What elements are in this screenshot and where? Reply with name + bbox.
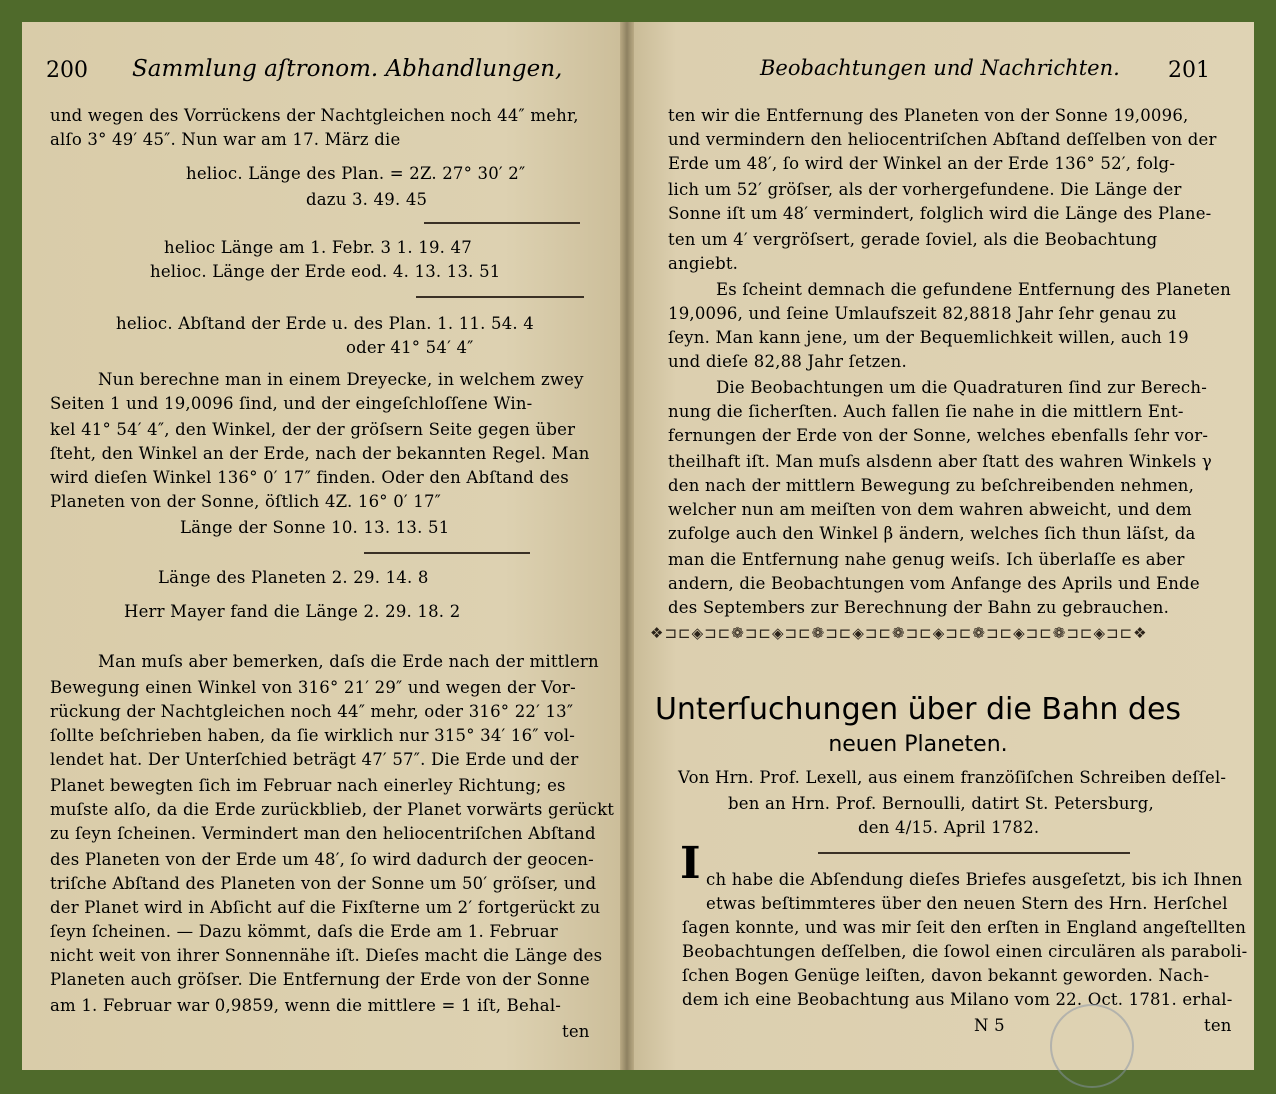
left-line: Planeten von der Sonne, öſtlich 4Z. 16° 0′ 17″: [50, 492, 442, 511]
body-line: dem ich eine Beobachtung aus Milano vom 22. Oct. 1781. erhal-: [682, 990, 1233, 1009]
left-table-row: Herr Mayer fand die Länge 2. 29. 18. 2: [124, 602, 461, 621]
right-line: des Septembers zur Berechnung der Bahn zu gebrauchen.: [668, 598, 1170, 617]
body-line: ſchen Bogen Genüge leiſten, davon bekannt geworden. Nach-: [682, 966, 1210, 985]
right-page-number: 201: [1168, 58, 1210, 83]
ornamental-divider: ❖⊐⊏◈⊐⊏❁⊐⊏◈⊐⊏❁⊐⊏◈⊐⊏❁⊐⊏◈⊐⊏❁⊐⊏◈⊐⊏❁⊐⊏◈⊐⊏❖: [650, 624, 1148, 642]
body-line: etwas beſtimmteres über den neuen Stern des Hrn. Herſchel: [706, 894, 1228, 913]
drop-cap: I: [680, 838, 701, 889]
article-subtitle: neuen Planeten.: [828, 732, 1008, 757]
left-table-row: helioc Länge am 1. Febr. 3 1. 19. 47: [164, 238, 472, 257]
article-title: Unterſuchungen über die Bahn des: [654, 692, 1182, 727]
left-line: triſche Abſtand des Planeten von der Sonne um 50′ gröſser, und: [50, 874, 597, 893]
right-line: fernungen der Erde von der Sonne, welches ebenfalls ſehr vor-: [668, 426, 1209, 445]
left-line: alſo 3° 49′ 45″. Nun war am 17. März die: [50, 130, 401, 149]
left-line: am 1. Februar war 0,9859, wenn die mittlere = 1 iſt, Behal-: [50, 996, 562, 1015]
left-table-row: helioc. Abſtand der Erde u. des Plan. 1. 11. 54. 4: [116, 314, 535, 333]
left-table-row: dazu 3. 49. 45: [306, 190, 428, 209]
left-line: wird dieſen Winkel 136° 0′ 17″ finden. Oder den Abſtand des: [50, 468, 569, 487]
left-line: kel 41° 54′ 4″, den Winkel, der der gröſsern Seite gegen über: [50, 420, 576, 439]
body-line: ſagen konnte, und was mir ſeit den erſten in England angeſtellten: [682, 918, 1247, 937]
byline-line: Von Hrn. Prof. Lexell, aus einem franzöſiſchen Schreiben deſſel-: [678, 768, 1227, 787]
sum-rule: [424, 222, 580, 224]
right-running-head: Beobachtungen und Nachrichten.: [760, 56, 1120, 80]
byline-line: ben an Hrn. Prof. Bernoulli, datirt St. Petersburg,: [728, 794, 1154, 813]
byline-date: den 4/15. April 1782.: [858, 818, 1040, 837]
left-line: des Planeten von der Erde um 48′, ſo wird dadurch der geocen-: [50, 850, 594, 869]
left-table-row: Länge des Planeten 2. 29. 14. 8: [158, 568, 429, 587]
right-line: Sonne iſt um 48′ vermindert, folglich wird die Länge des Plane-: [668, 204, 1212, 223]
left-line: ſteht, den Winkel an der Erde, nach der bekannten Regel. Man: [50, 444, 590, 463]
left-line: Seiten 1 und 19,0096 ſind, und der eingeſchloſſene Win-: [50, 394, 533, 413]
right-line: ten wir die Entfernung des Planeten von der Sonne 19,0096,: [668, 106, 1189, 125]
right-line: angiebt.: [668, 254, 739, 273]
right-line: lich um 52′ gröſser, als der vorhergefundene. Die Länge der: [668, 180, 1182, 199]
right-line: zufolge auch den Winkel β ändern, welches ſich thun läſst, da: [668, 524, 1196, 543]
left-line: muſste alſo, da die Erde zurückblieb, der Planet vorwärts gerückt: [50, 800, 615, 819]
right-line: ſeyn. Man kann jene, um der Bequemlichkeit willen, auch 19: [668, 328, 1189, 347]
right-line: nung die ſicherſten. Auch fallen ſie nahe in die mittlern Ent-: [668, 402, 1184, 421]
left-line: und wegen des Vorrückens der Nachtgleichen noch 44″ mehr,: [50, 106, 579, 125]
right-line: 19,0096, und ſeine Umlaufszeit 82,8818 Jahr ſehr genau zu: [668, 304, 1177, 323]
right-line: Die Beobachtungen um die Quadraturen ſind zur Berech-: [716, 378, 1207, 397]
body-line: ch habe die Abſendung dieſes Briefes ausgeſetzt, bis ich Ihnen: [706, 870, 1243, 889]
left-line: Planet bewegten ſich im Februar nach einerley Richtung; es: [50, 776, 566, 795]
signature-mark: N 5: [974, 1016, 1005, 1035]
left-line: zu ſeyn ſcheinen. Vermindert man den heliocentriſchen Abſtand: [50, 824, 596, 843]
left-line: Planeten auch gröſser. Die Entfernung der Erde von der Sonne: [50, 970, 590, 989]
left-table-row: oder 41° 54′ 4″: [346, 338, 474, 357]
title-rule: [818, 852, 1130, 854]
right-line: Es ſcheint demnach die gefundene Entfernung des Planeten: [716, 280, 1231, 299]
right-line: ten um 4′ vergröſsert, gerade ſoviel, als die Beobachtung: [668, 230, 1158, 249]
left-line: lendet hat. Der Unterſchied beträgt 47′ 57″. Die Erde und der: [50, 750, 579, 769]
right-line: theilhaft iſt. Man muſs alsdenn aber ſtatt des wahren Winkels γ: [668, 452, 1212, 471]
left-table-row: helioc. Länge des Plan. = 2Z. 27° 30′ 2″: [186, 164, 526, 183]
left-catchword: ten: [562, 1022, 590, 1041]
left-line: nicht weit von ihrer Sonnennähe iſt. Dieſes macht die Länge des: [50, 946, 603, 965]
left-line: ſollte beſchrieben haben, da ſie wirklich nur 315° 34′ 16″ vol-: [50, 726, 576, 745]
right-line: man die Entfernung nahe genug weiſs. Ich überlaſſe es aber: [668, 550, 1185, 569]
right-catchword: ten: [1204, 1016, 1232, 1035]
left-page-number: 200: [46, 58, 88, 83]
left-line: ſeyn ſcheinen. — Dazu kömmt, daſs die Erde am 1. Februar: [50, 922, 558, 941]
left-line: der Planet wird in Abſicht auf die Fixſterne um 2′ fortgerückt zu: [50, 898, 601, 917]
left-running-head: Sammlung aſtronom. Abhandlungen,: [132, 56, 563, 82]
difference-rule: [416, 296, 584, 298]
book-gutter: [620, 22, 634, 1070]
right-line: den nach der mittlern Bewegung zu beſchreibenden nehmen,: [668, 476, 1195, 495]
right-line: welcher nun am meiſten von dem wahren abweicht, und dem: [668, 500, 1192, 519]
left-line: Nun berechne man in einem Dreyecke, in welchem zwey: [98, 370, 584, 389]
left-table-row: Länge der Sonne 10. 13. 13. 51: [180, 518, 450, 537]
right-line: Erde um 48′, ſo wird der Winkel an der Erde 136° 52′, folg-: [668, 154, 1176, 173]
body-line: Beobachtungen deſſelben, die ſowol einen circulären als paraboli-: [682, 942, 1248, 961]
right-line: andern, die Beobachtungen vom Anfange des Aprils und Ende: [668, 574, 1200, 593]
difference-rule: [364, 552, 530, 554]
left-line: rückung der Nachtgleichen noch 44″ mehr, oder 316° 22′ 13″: [50, 702, 574, 721]
left-table-row: helioc. Länge der Erde eod. 4. 13. 13. 51: [150, 262, 501, 281]
right-line: und dieſe 82,88 Jahr ſetzen.: [668, 352, 907, 371]
left-line: Man muſs aber bemerken, daſs die Erde nach der mittlern: [98, 652, 599, 671]
right-line: und vermindern den heliocentriſchen Abſtand deſſelben von der: [668, 130, 1217, 149]
library-stamp: [1050, 1004, 1134, 1088]
left-line: Bewegung einen Winkel von 316° 21′ 29″ und wegen der Vor-: [50, 678, 576, 697]
